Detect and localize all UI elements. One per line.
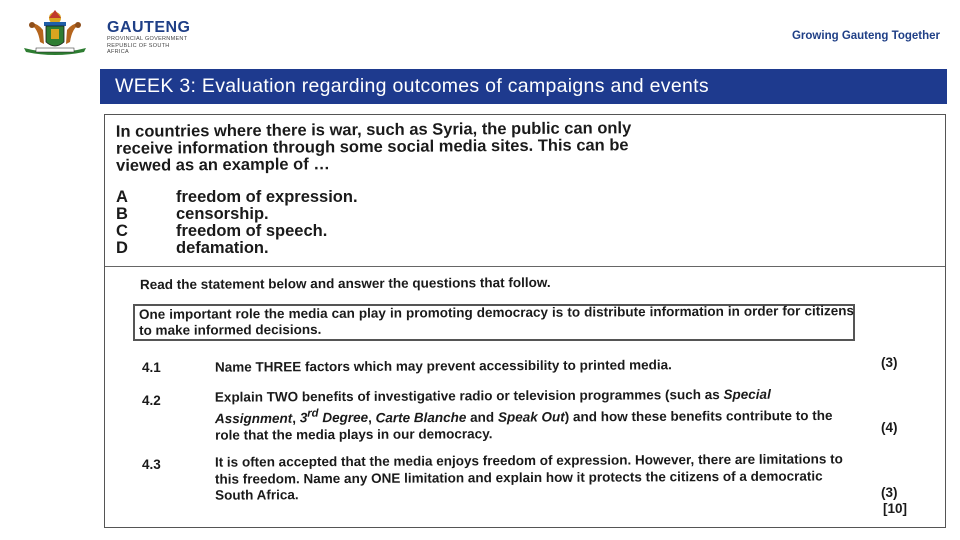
title-banner — [100, 69, 947, 104]
option-text: freedom of speech. — [176, 222, 328, 240]
total-marks: [10] — [883, 501, 908, 516]
option-letter: A — [116, 188, 128, 206]
mcq-question-line: In countries where there is war, such as Syria, the public can only — [115, 119, 632, 141]
option-text: defamation. — [176, 239, 269, 257]
tagline: Growing Gauteng Together — [791, 30, 940, 42]
option-text: freedom of expression. — [176, 188, 358, 206]
question-text: Name THREE factors which may prevent accessibility to printed media. — [214, 357, 672, 375]
mcq-question — [116, 118, 916, 175]
question-number: 4.3 — [142, 457, 161, 472]
option-letter: B — [116, 205, 128, 223]
question-text: Explain TWO benefits of investigative radio or television programmes (such as Special Assignment, 3rd Degree, Carte Blanche and Speak Out) and how these benefits contribute to the role that the media plays in our democracy. — [214, 386, 833, 443]
brand-sub-line-1: PROVINCIAL GOVERNMENT — [107, 36, 188, 42]
option-letter: D — [116, 239, 128, 257]
mcq-question-line: viewed as an example of … — [116, 155, 330, 175]
mcq-option-d — [116, 239, 269, 258]
question-marks: (4) — [881, 420, 898, 435]
option-text: censorship. — [176, 205, 269, 223]
gauteng-logo — [10, 8, 190, 58]
brand-name: GAUTENG — [107, 19, 191, 36]
brand-block — [107, 20, 191, 56]
section-intro: Read the statement below and answer the questions that follow. — [139, 274, 551, 293]
section-divider — [105, 266, 945, 267]
question-number: 4.1 — [142, 360, 161, 375]
question-frame — [104, 114, 946, 528]
page-title: WEEK 3: Evaluation regarding outcomes of campaigns and events — [115, 75, 709, 97]
option-letter: C — [116, 222, 128, 240]
question-number: 4.2 — [142, 393, 161, 408]
coat-of-arms-icon — [10, 8, 100, 58]
question-marks: (3) — [881, 355, 898, 370]
statement-text: One important role the media can play in promoting democracy is to distribute information in order for citizens to make informed decisions. — [138, 303, 854, 338]
brand-sub-line-2: REPUBLIC OF SOUTH AFRICA — [107, 42, 170, 55]
question-marks: (3) — [881, 485, 898, 500]
mcq-question-line: receive information through some social media sites. This can be — [115, 136, 629, 158]
question-text: It is often accepted that the media enjoys freedom of expression. However, there are limitations to this freedom. Name any ONE limitation and explain how it protects the citizens of a democratic South Africa. — [214, 451, 843, 503]
